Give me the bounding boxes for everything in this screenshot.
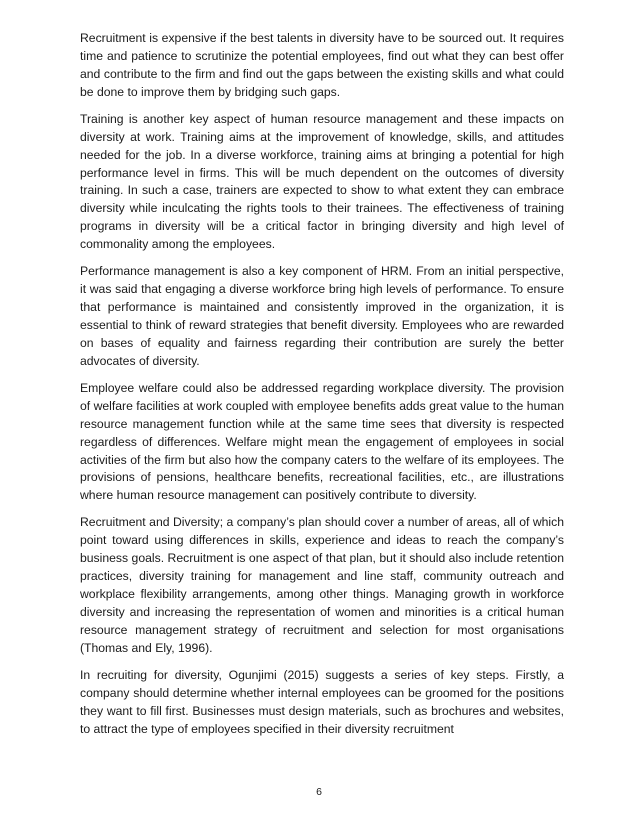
- page-number: 6: [316, 786, 322, 798]
- paragraph-employee-welfare: Employee welfare could also be addressed regarding workplace diversity. The provision of welfare facilities at work coupled with employee benefits adds great value to the human resource management function while at the same time sees that diversity is respected regardless of differences. Welfare might mean the engagement of employees in social activities of the firm but also how the company caters to the welfare of its employees. The provisions of pensions, healthcare benefits, recreational facilities, etc., are illustrations where human resource management can positively contribute to diversity.: [80, 380, 564, 503]
- paragraph-recruitment-cost: Recruitment is expensive if the best talents in diversity have to be sourced out. It requires time and patience to scrutinize the potential employees, find out what they can best offer and contribute to the firm and find out the gaps between the existing skills and what could be done to improve them by bridging such gaps.: [80, 31, 564, 99]
- body-text: [80, 30, 564, 748]
- paragraph-recruitment-and-diversity: Recruitment and Diversity; a company’s plan should cover a number of areas, all of which point toward using differences in skills, experience and ideas to reach the company’s business goals. Recruitment is one aspect of that plan, but it should also include retention practices, diversity training for management and line staff, community outreach and workplace flexibility arrangements, among other things. Managing growth in workforce diversity and increasing the representation of women and minorities is a critical human resource management strategy of recruitment and selection for most organisations (Thomas and Ely, 1996).: [80, 515, 564, 655]
- paragraph-performance-management: Performance management is also a key component of HRM. From an initial perspective, it was said that engaging a diverse workforce bring high levels of performance. To ensure that performance is maintained and consistently improved in the organization, it is essential to think of reward strategies that benefit diversity. Employees who are rewarded on bases of equality and fairness regarding their contribution are surely the better advocates of diversity.: [80, 264, 564, 368]
- paragraph-training: Training is another key aspect of human resource management and these impacts on diversity at work. Training aims at the improvement of knowledge, skills, and attitudes needed for the job. In a diverse workforce, training aims at bringing a potential for high performance level in firms. This will be much dependent on the outcomes of diversity training. In such a case, trainers are expected to show to what extent they can embrace diversity while inculcating the rights tools to their trainees. The effectiveness of training programs in diversity will be a critical factor in bringing diversity and high level of commonality among the employees.: [80, 111, 564, 252]
- paragraph-recruiting-for-diversity: In recruiting for diversity, Ogunjimi (2015) suggests a series of key steps. Firstly, a company should determine whether internal employees can be groomed for the positions they want to fill first. Businesses must design materials, such as brochures and websites, to attract the type of employees specified in their diversity recruitment: [80, 667, 564, 736]
